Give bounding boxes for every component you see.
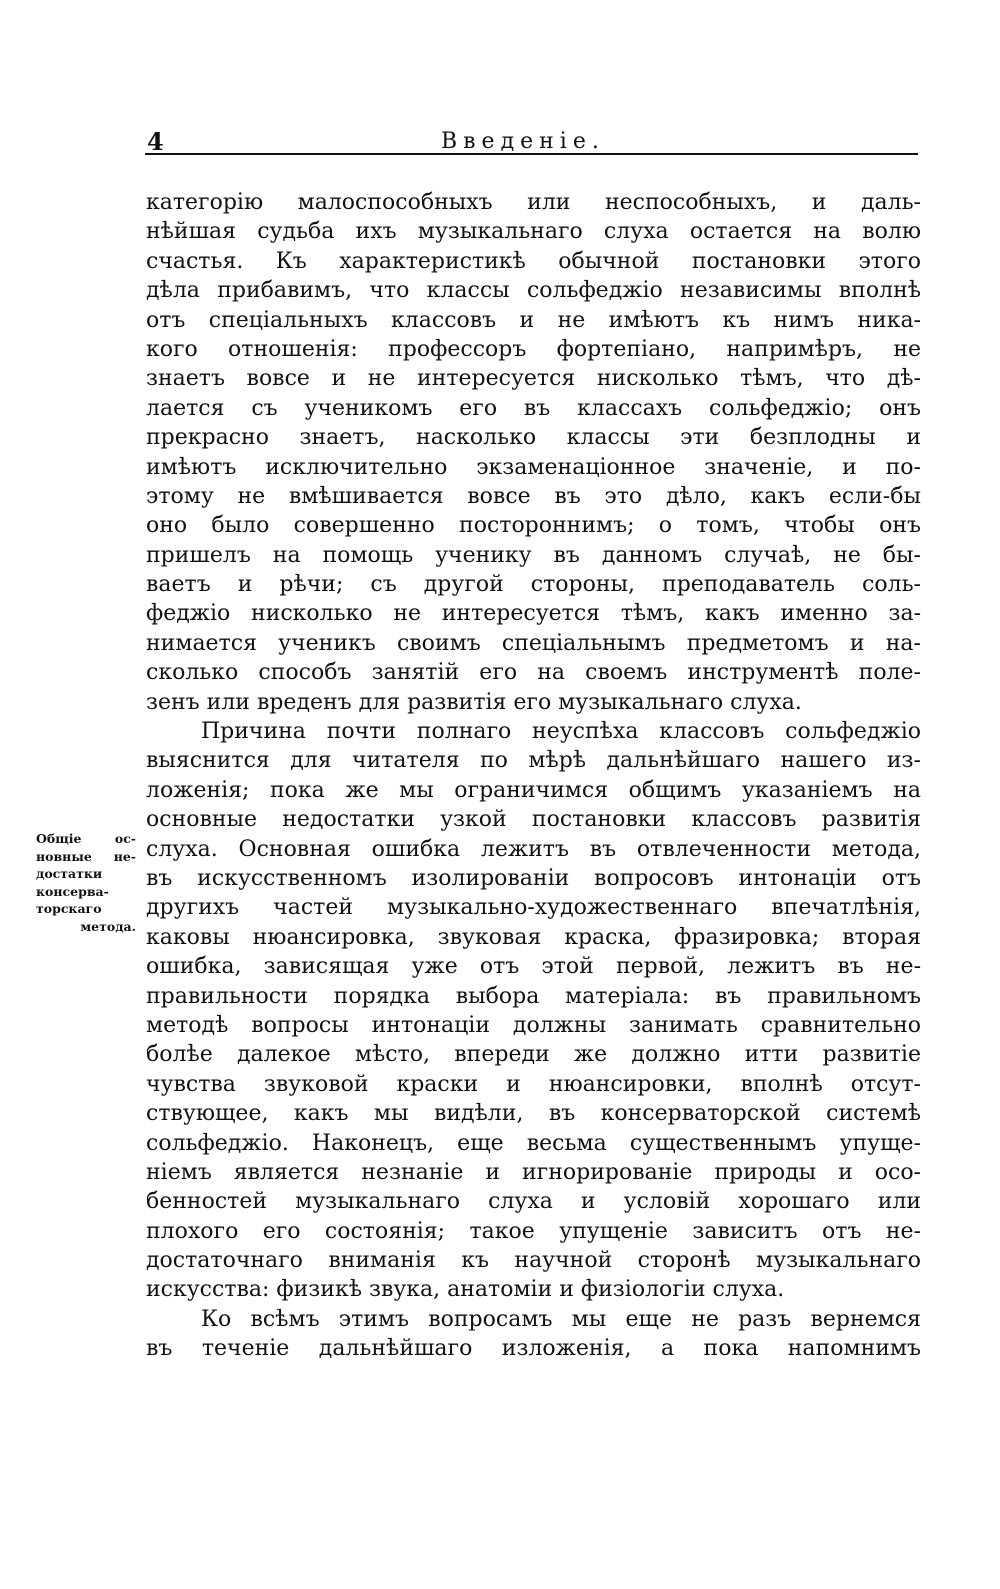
text-line: дѣла прибавимъ, что классы сольфеджiо независимы вполнѣ (146, 278, 921, 304)
text-line: нѣйшая судьба ихъ музыкальнаго слуха остается на волю (146, 219, 921, 245)
paragraph-3 (146, 1305, 921, 1364)
text-line: искусства: физикѣ звука, анатомiи и физiологiи слуха. (146, 1277, 785, 1303)
text-line: каковы нюансировка, звуковая краска, фразировка; вторая (146, 924, 921, 950)
margin-note-line: торскаго (36, 901, 102, 917)
text-line: кого отношенiя: профессоръ фортепiано, напримѣръ, не (146, 336, 921, 362)
text-line: Причина почти полнаго неуспѣха классовъ сольфеджiо (201, 719, 921, 745)
text-line: нимается ученикъ своимъ спецiальнымъ предметомъ и на- (146, 630, 921, 656)
running-title: Введенiе. (441, 129, 605, 154)
body-text (146, 188, 921, 1364)
text-line: ствующее, какъ мы видѣли, въ консерваторской системѣ (146, 1101, 921, 1127)
margin-note-line: достатки (36, 866, 103, 882)
paragraph-2 (146, 717, 921, 1305)
text-line: правильности порядка выбора матерiала: въ правильномъ (146, 983, 921, 1009)
text-line: категорiю малоспособныхъ или неспособныхъ, и даль- (146, 190, 921, 215)
text-line: основные недостатки узкой постановки классовъ развитiя (146, 807, 921, 833)
text-line: другихъ частей музыкально-художественнаго впечатлѣнiя, (146, 895, 921, 921)
text-line: ваетъ и рѣчи; съ другой стороны, преподаватель соль- (146, 572, 921, 598)
text-line: имѣютъ исключительно экзаменацiонное значенiе, и по- (146, 454, 921, 480)
text-line: Ко всѣмъ этимъ вопросамъ мы еще не разъ вернемся (201, 1306, 921, 1332)
paragraph-1 (146, 188, 921, 717)
text-line: въ теченiе дальнѣйшаго изложенiя, а пока напомнимъ (146, 1336, 921, 1362)
text-line: слуха. Основная ошибка лежитъ въ отвлеченности метода, (146, 836, 921, 862)
text-line: ошибка, зависящая уже отъ этой первой, лежитъ въ не- (146, 954, 921, 980)
margin-note-line: Общiе ос- (36, 831, 136, 846)
text-line: сольфеджiо. Наконецъ, еще весьма существеннымъ упуще- (146, 1130, 921, 1156)
text-line: выяснится для читателя по мѣрѣ дальнѣйшаго нашего из- (146, 748, 921, 774)
text-line: лается съ ученикомъ его въ классахъ сольфеджiо; онъ (146, 395, 921, 421)
text-line: бенностей музыкальнаго слуха и условiй хорошаго или (146, 1189, 921, 1215)
text-line: зенъ или вреденъ для развитiя его музыкальнаго слуха. (146, 689, 802, 715)
text-line: плохого его состоянiя; такое упущенiе зависитъ отъ не- (146, 1218, 921, 1244)
margin-note-line: консерва- (36, 883, 109, 899)
text-line: въ искусственномъ изолированiи вопросовъ интонацiи отъ (146, 865, 921, 891)
text-line: отъ спецiальныхъ классовъ и не имѣютъ къ нимъ ника- (146, 307, 921, 333)
text-line: методѣ вопросы интонацiи должны занимать сравнительно (146, 1012, 921, 1038)
text-line: оно было совершенно постороннимъ; о томъ, чтобы онъ (146, 513, 921, 539)
page-number: 4 (147, 127, 164, 156)
margin-note-line: метода. (80, 918, 136, 934)
text-line: сколько способъ занятiй его на своемъ инструментѣ поле- (146, 660, 921, 686)
text-line: нiемъ является незнанiе и игнорированiе природы и осо- (146, 1159, 921, 1185)
text-line: прекрасно знаетъ, насколько классы эти безплодны и (146, 425, 921, 451)
text-line: чувства звуковой краски и нюансировки, вполнѣ отсут- (146, 1071, 921, 1097)
margin-note (36, 830, 136, 936)
text-line: счастья. Къ характеристикѣ обычной постановки этого (146, 248, 921, 274)
text-line: знаетъ вовсе и не интересуется нисколько тѣмъ, что дѣ- (146, 366, 921, 392)
margin-note-line: новные не- (36, 848, 136, 864)
text-line: пришелъ на помощь ученику въ данномъ случаѣ, не бы- (146, 542, 921, 568)
text-line: достаточнаго вниманiя къ научной сторонѣ музыкальнаго (146, 1248, 921, 1274)
text-line: болѣе далекое мѣсто, впереди же должно итти развитiе (146, 1042, 921, 1068)
text-line: феджiо нисколько не интересуется тѣмъ, какъ именно за- (146, 601, 921, 627)
text-line: этому не вмѣшивается вовсе въ это дѣло, какъ если-бы (146, 483, 921, 509)
header-rule (145, 153, 918, 155)
text-line: ложенiя; пока же мы ограничимся общимъ указанiемъ на (146, 777, 921, 803)
